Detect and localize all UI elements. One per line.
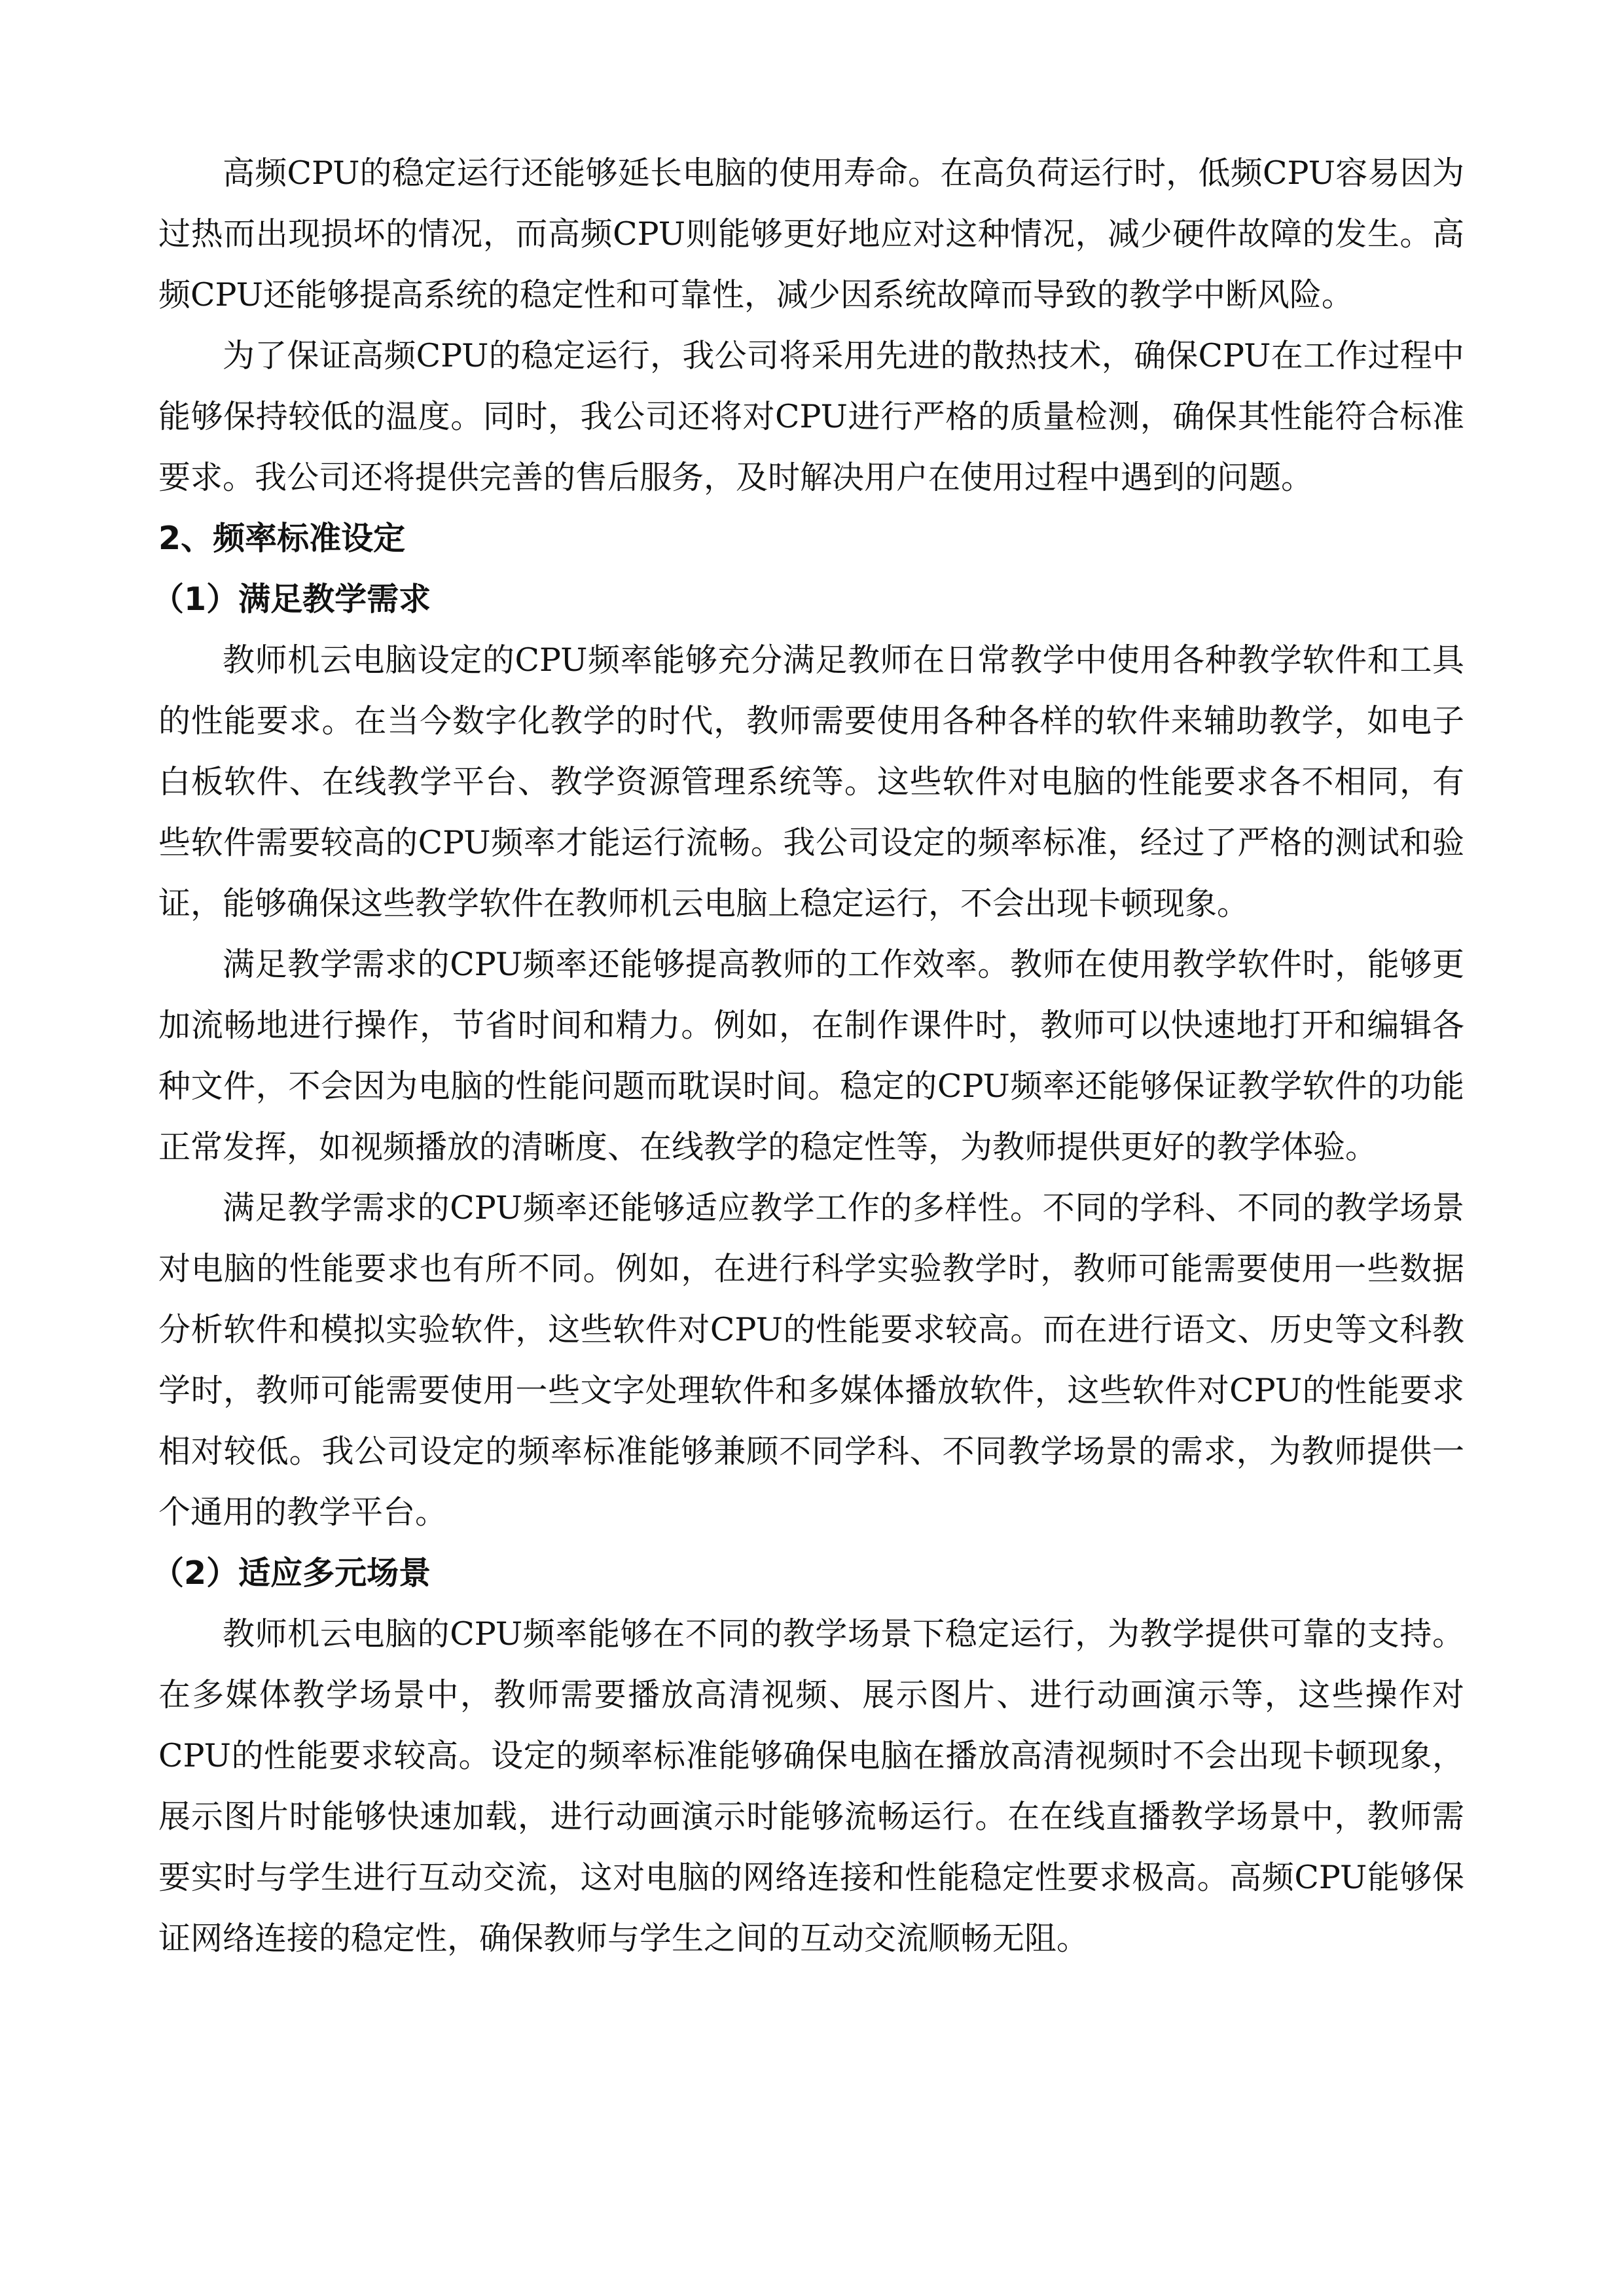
paragraph-work-efficiency: 满足教学需求的CPU频率还能够提高教师的工作效率。教师在使用教学软件时，能够更加流畅地进行操作，节省时间和精力。例如，在制作课件时，教师可以快速地打开和编辑各种文件，不会因为电脑的性能问题而耽误时间。稳定的CPU频率还能够保证教学软件的功能正常发挥，如视频播放的清晰度、在线教学的稳定性等，为教师提供更好的教学体验。 [158,946,1464,1166]
paragraph-teaching-diversity: 满足教学需求的CPU频率还能够适应教学工作的多样性。不同的学科、不同的教学场景对电脑的性能要求也有所不同。例如，在进行科学实验教学时，教师可能需要使用一些数据分析软件和模拟实验软件，这些软件对CPU的性能要求较高。而在进行语文、历史等文科教学时，教师可能需要使用一些文字处理软件和多媒体播放软件，这些软件对CPU的性能要求相对较低。我公司设定的频率标准能够兼顾不同学科、不同教学场景的需求，为教师提供一个通用的教学平台。 [158,1189,1464,1531]
paragraph-cpu-lifespan: 高频CPU的稳定运行还能够延长电脑的使用寿命。在高负荷运行时，低频CPU容易因为过热而出现损坏的情况，而高频CPU则能够更好地应对这种情况，减少硬件故障的发生。高频CPU还能够提高系统的稳定性和可靠性，减少因系统故障而导致的教学中断风险。 [158,154,1464,314]
document-body [152,143,1464,1969]
section-heading-frequency-standard: 2、频率标准设定 [158,520,406,557]
paragraph-cpu-cooling: 为了保证高频CPU的稳定运行，我公司将采用先进的散热技术，确保CPU在工作过程中能够保持较低的温度。同时，我公司还将对CPU进行严格的质量检测，确保其性能符合标准要求。我公司还将提供完善的售后服务，及时解决用户在使用过程中遇到的问题。 [158,337,1464,496]
subheading-multiple-scenarios: （2）适应多元场景 [152,1554,431,1592]
paragraph-teaching-software: 教师机云电脑设定的CPU频率能够充分满足教师在日常教学中使用各种教学软件和工具的性能要求。在当今数字化教学的时代，教师需要使用各种各样的软件来辅助教学，如电子白板软件、在线教学平台、教学资源管理系统等。这些软件对电脑的性能要求各不相同，有些软件需要较高的CPU频率才能运行流畅。我公司设定的频率标准，经过了严格的测试和验证，能够确保这些教学软件在教师机云电脑上稳定运行，不会出现卡顿现象。 [158,641,1464,922]
subheading-teaching-needs: （1）满足教学需求 [152,581,431,618]
paragraph-scenario-stability: 教师机云电脑的CPU频率能够在不同的教学场景下稳定运行，为教学提供可靠的支持。在多媒体教学场景中，教师需要播放高清视频、展示图片、进行动画演示等，这些操作对CPU的性能要求较高。设定的频率标准能够确保电脑在播放高清视频时不会出现卡顿现象，展示图片时能够快速加载，进行动画演示时能够流畅运行。在在线直播教学场景中，教师需要实时与学生进行互动交流，这对电脑的网络连接和性能稳定性要求极高。高频CPU能够保证网络连接的稳定性，确保教师与学生之间的互动交流顺畅无阻。 [158,1615,1464,1957]
